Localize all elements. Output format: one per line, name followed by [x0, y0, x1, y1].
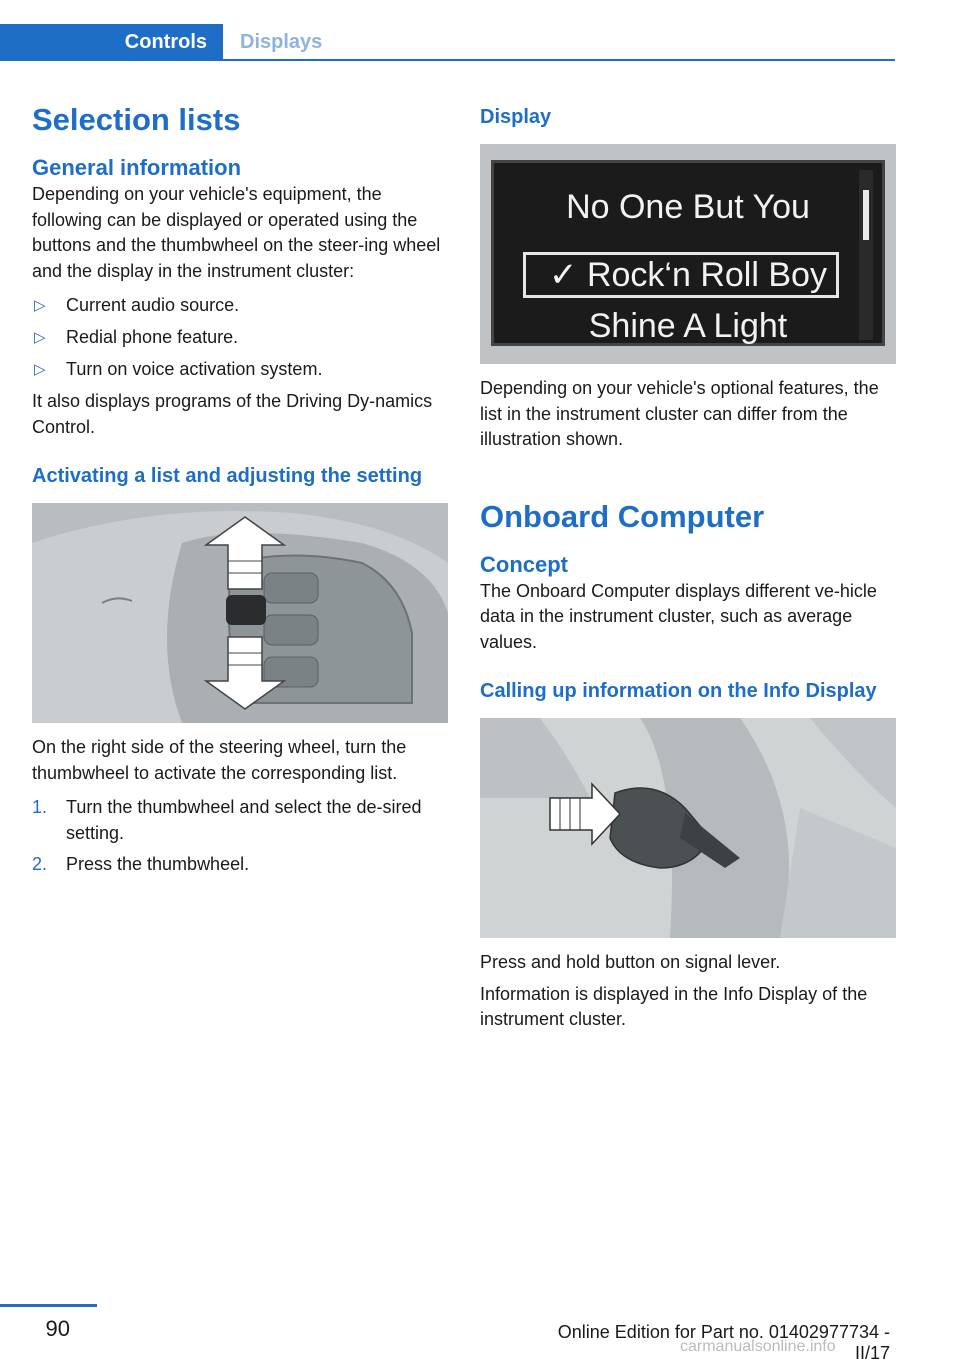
general-heading: General information: [32, 155, 242, 180]
triangle-bullet-icon: ▷: [34, 361, 46, 378]
list-item: 1. Turn the thumbwheel and select the de‐sired setting.: [32, 797, 422, 843]
left-column: [32, 100, 448, 878]
header-divider: [0, 59, 895, 61]
concept-heading: Concept: [480, 551, 568, 577]
menu-item-selected: ✓ Rock‘n Roll Boy: [549, 256, 827, 294]
page-number: 90: [45, 1316, 70, 1341]
driving-dynamics-text: It also displays programs of the Driving Dy‐namics Control.: [32, 391, 433, 437]
steering-wheel-figure: [32, 503, 448, 723]
triangle-bullet-icon: ▷: [34, 329, 46, 346]
lever-text-1: Press and hold button on signal lever.: [480, 952, 781, 972]
steering-wheel-illustration: [32, 503, 448, 723]
display-heading: Display: [480, 106, 552, 128]
list-item: ▷ Turn on voice activation system.: [32, 357, 448, 389]
edition-text: Online Edition for Part no. 01402977734 - II/17: [557, 1322, 890, 1363]
section-title: Selection lists: [32, 102, 241, 137]
watermark: carmanualsonline.info: [680, 1338, 836, 1355]
list-item: ▷ Current audio source.: [32, 293, 448, 325]
display-figure: [480, 144, 896, 364]
calling-heading: Calling up information on the Info Display: [480, 680, 877, 702]
right-column: [480, 100, 896, 1033]
feature-list: [32, 293, 448, 389]
tab-controls[interactable]: Controls: [0, 24, 223, 60]
menu-item: Shine A Light: [588, 307, 788, 345]
figure-caption: On the right side of the steering wheel, turn the thumbwheel to activate the corresponding list.: [32, 737, 407, 783]
lever-text-2: Information is displayed in the Info Display of the instrument cluster.: [480, 983, 868, 1029]
general-text: Depending on your vehicle's equipment, the following can be displayed or operated using the buttons and the thumbwheel on the steer‐ing wheel and the display in the instrument cluster:: [32, 184, 441, 281]
steps-list: [32, 795, 448, 878]
header-tabs: [0, 24, 895, 62]
cluster-display: [491, 160, 885, 346]
tab-displays[interactable]: Displays: [240, 31, 323, 53]
list-item: ▷ Redial phone feature.: [32, 325, 448, 357]
concept-text: The Onboard Computer displays different ve‐hicle data in the instrument cluster, such as average values.: [480, 580, 877, 652]
footer-divider: [0, 1304, 97, 1307]
list-item: 2. Press the thumbwheel.: [32, 854, 250, 874]
triangle-bullet-icon: ▷: [34, 297, 46, 314]
signal-lever-figure: [480, 718, 896, 938]
signal-lever-illustration: [480, 718, 896, 938]
display-text: Depending on your vehicle's optional features, the list in the instrument cluster can differ from the illustration shown.: [480, 378, 879, 449]
menu-item: No One But You: [566, 188, 810, 226]
onboard-title: Onboard Computer: [480, 498, 765, 534]
activating-heading: Activating a list and adjusting the setting: [32, 465, 423, 487]
